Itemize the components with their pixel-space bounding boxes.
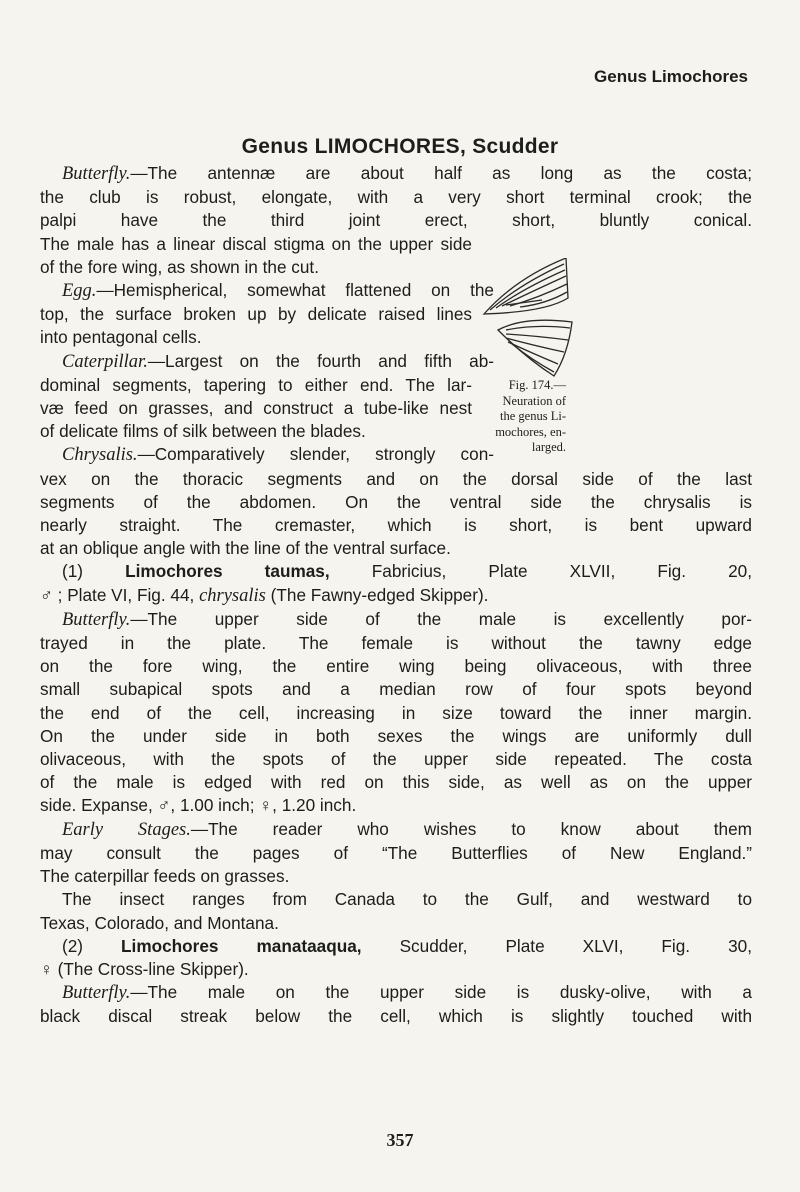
text-line	[40, 303, 472, 326]
line-text: On the under side in both sexes the wings are uniformly dull	[40, 725, 752, 746]
line-text: of the male is edged with red on this side, as well as on the upper	[40, 772, 752, 793]
caption-line: Fig. 174.—	[508, 378, 566, 392]
line-text: trayed in the plate. The female is without the tawny edge	[40, 633, 752, 654]
text-line	[40, 888, 752, 911]
species-name: Limochores taumas,	[125, 561, 330, 582]
caption-line: larged.	[531, 440, 566, 454]
line-text: The caterpillar feeds on grasses.	[40, 866, 290, 887]
species-2-butterfly	[40, 981, 752, 1028]
line-text: —Hemispherical, somewhat flattened on the	[96, 280, 494, 301]
text-line	[40, 912, 752, 935]
text-line	[40, 162, 752, 186]
species-number: (2)	[62, 935, 84, 956]
page-number: 357	[386, 1130, 414, 1150]
line-text: dominal segments, tapering to either end. The lar-	[40, 374, 472, 395]
text-line	[40, 397, 472, 420]
page-title: Genus LIMOCHORES, Scudder	[241, 135, 559, 158]
line-text: on the fore wing, the entire wing being olivaceous, with three	[40, 656, 752, 677]
text-line	[40, 514, 752, 537]
text-line	[40, 443, 494, 467]
caption-line: Neuration of	[502, 393, 566, 408]
section-label: Butterfly.	[62, 983, 131, 1004]
genus-description	[40, 162, 752, 560]
line-text: —The upper side of the male is excellently por-	[130, 608, 752, 629]
section-label: Chrysalis.	[62, 445, 138, 466]
text-line	[40, 632, 752, 655]
species-reference: Fabricius, Plate XLVII, Fig. 20,	[371, 561, 752, 582]
line-text: The male has a linear discal stigma on the upper side	[40, 233, 472, 254]
species-1-subheading	[40, 584, 752, 608]
section-label: Caterpillar.	[62, 351, 148, 372]
chrysalis-label: chrysalis	[199, 585, 266, 606]
line-text: væ feed on grasses, and construct a tube-like nest	[40, 398, 472, 419]
common-name: (The Fawny-edged Skipper).	[270, 584, 489, 605]
line-text: side. Expanse, ♂, 1.00 inch; ♀, 1.20 inch.	[40, 795, 357, 816]
text-line	[40, 865, 752, 888]
plate-reference: ♂ ; Plate VI, Fig. 44,	[40, 584, 195, 605]
species-2	[40, 935, 752, 1029]
line-text: top, the surface broken up by delicate raised lines	[40, 304, 472, 325]
text-line	[40, 420, 472, 443]
section-label: Butterfly.	[62, 609, 131, 630]
line-text: the end of the cell, increasing in size toward the inner margin.	[40, 702, 752, 723]
species-2-heading	[40, 935, 752, 958]
running-head: Genus Limochores	[594, 67, 748, 86]
species-number: (1)	[62, 561, 84, 582]
text-line	[40, 468, 752, 491]
line-text: may consult the pages of “The Butterflies of New England.”	[40, 842, 752, 863]
line-text: black discal streak below the cell, which is slightly touched with	[40, 1006, 752, 1027]
line-text: of the fore wing, as shown in the cut.	[40, 256, 319, 277]
text-line	[40, 818, 752, 842]
text-line	[40, 725, 752, 748]
text-line	[40, 186, 752, 209]
line-text: —Comparatively slender, strongly con-	[137, 444, 494, 465]
text-line	[40, 537, 752, 560]
text-line	[40, 326, 472, 349]
text-line	[40, 655, 752, 678]
line-text: vex on the thoracic segments and on the dorsal side of the last	[40, 468, 752, 489]
line-text: Texas, Colorado, and Montana.	[40, 912, 279, 933]
line-text: —Largest on the fourth and fifth ab-	[147, 350, 494, 371]
line-text: —The reader who wishes to know about them	[190, 818, 752, 839]
text-line	[40, 233, 472, 256]
text-line	[40, 794, 752, 817]
line-text: —The male on the upper side is dusky-olive, with a	[130, 982, 752, 1003]
species-1	[40, 560, 752, 934]
line-text: segments of the abdomen. On the ventral side the chrysalis is	[40, 491, 752, 512]
line-text: olivaceous, with the spots of the upper side repeated. The costa	[40, 749, 752, 770]
text-line	[40, 279, 494, 303]
line-text: of delicate films of silk between the blades.	[40, 421, 366, 442]
text-line	[40, 771, 752, 794]
caption-line: mochores, en-	[495, 424, 566, 439]
text-line	[40, 608, 752, 632]
section-label: Butterfly.	[62, 164, 131, 184]
caption-line: the genus Li-	[500, 409, 566, 423]
line-text: palpi have the third joint erect, short, bluntly conical.	[40, 210, 752, 231]
species-reference: Scudder, Plate XLVI, Fig. 30,	[399, 935, 753, 956]
line-text: The insect ranges from Canada to the Gulf, and westward to	[62, 889, 752, 910]
text-line	[40, 748, 752, 771]
text-line	[40, 981, 752, 1005]
species-1-heading	[40, 560, 752, 583]
text-line	[40, 842, 752, 865]
text-line	[40, 678, 752, 701]
body-text	[40, 162, 752, 1029]
section-label: Early Stages.	[62, 819, 191, 840]
line-text: at an oblique angle with the line of the ventral surface.	[40, 538, 451, 559]
text-line	[40, 1005, 752, 1028]
text-line	[40, 491, 752, 514]
text-line	[40, 256, 472, 279]
line-text: into pentagonal cells.	[40, 327, 202, 348]
text-line	[40, 209, 752, 232]
species-name: Limochores manataaqua,	[121, 935, 362, 956]
text-line	[40, 350, 494, 374]
text-line	[40, 374, 472, 397]
line-text: small subapical spots and a median row of four spots beyond	[40, 679, 752, 700]
species-1-butterfly	[40, 608, 752, 818]
section-label: Egg.	[62, 281, 97, 302]
species-1-range	[40, 888, 752, 934]
species-2-subheading: ♀ (The Cross-line Skipper).	[40, 958, 249, 979]
text-line	[40, 702, 752, 725]
line-text: —The antennæ are about half as long as the costa;	[130, 163, 752, 183]
line-text: the club is robust, elongate, with a very short terminal crook; the	[40, 187, 752, 208]
species-1-early-stages	[40, 818, 752, 889]
line-text: nearly straight. The cremaster, which is short, is bent upward	[40, 515, 752, 536]
